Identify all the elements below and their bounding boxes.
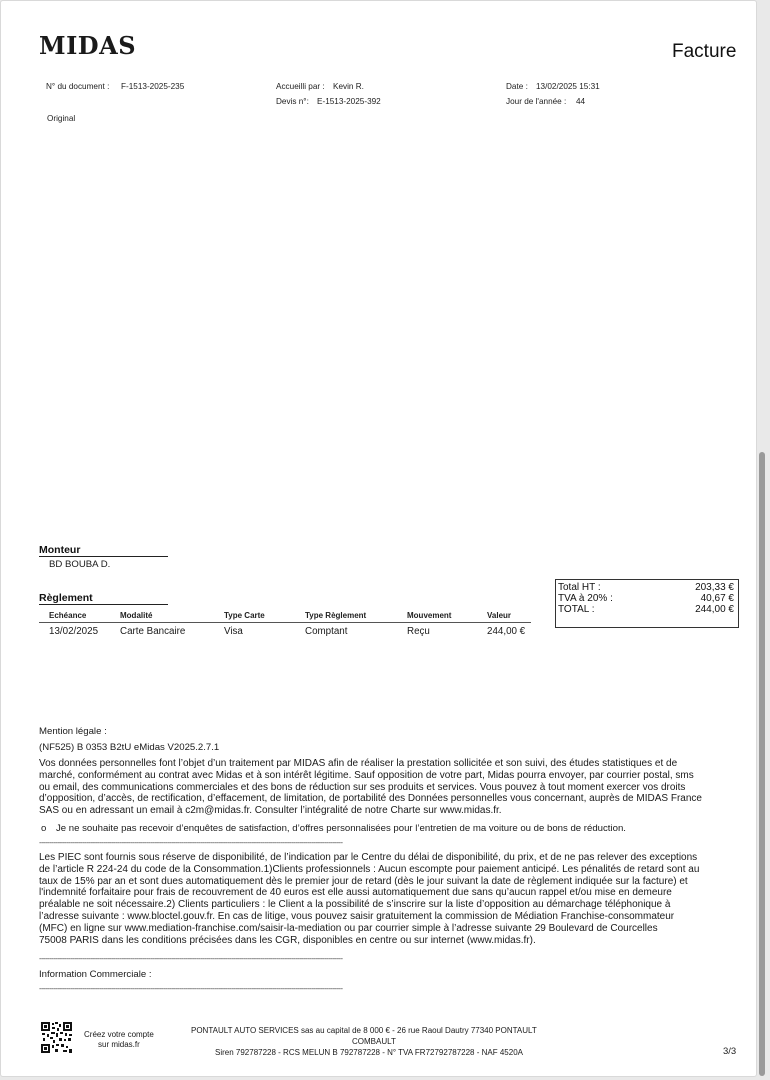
qr-caption-2: sur midas.fr: [98, 1040, 140, 1049]
document-title: Facture: [672, 41, 737, 62]
total-ttc-row: [558, 604, 734, 616]
totals-box: [555, 579, 739, 628]
reglement-header-rule: [39, 622, 531, 623]
date-value: 13/02/2025 15:31: [536, 82, 600, 91]
midas-logo: MIDAS: [39, 31, 137, 60]
vertical-scrollbar[interactable]: [759, 452, 765, 1076]
monteur-name: BD BOUBA D.: [49, 559, 111, 570]
qr-caption-1: Créez votre compte: [84, 1030, 154, 1039]
col-mouvement: Mouvement: [407, 611, 452, 620]
reglement-title: Règlement: [39, 592, 93, 604]
row-type-reglement: Comptant: [305, 626, 348, 637]
col-type-reglement: Type Règlement: [305, 611, 367, 620]
company-line-2: COMBAULT: [352, 1037, 396, 1046]
row-mouvement: Reçu: [407, 626, 430, 637]
date-label: Date :: [506, 82, 528, 91]
col-modalite: Modalité: [120, 611, 153, 620]
accueilli-value: Kevin R.: [333, 82, 364, 91]
total-ttc-label: TOTAL :: [558, 604, 595, 615]
tva-value: 40,67 €: [700, 593, 734, 604]
total-ht-value: 203,33 €: [695, 582, 734, 593]
qr-code-icon: [41, 1022, 72, 1053]
accueilli-label: Accueilli par :: [276, 82, 325, 91]
tva-label: TVA à 20% :: [558, 593, 613, 604]
monteur-title: Monteur: [39, 544, 81, 556]
mention-legale-title: Mention légale :: [39, 726, 107, 737]
col-type-carte: Type Carte: [224, 611, 265, 620]
devis-label: Devis n°:: [276, 97, 309, 106]
separator-2: ---------------------------------------------------------------------------------------------------------------------------------------------------: [39, 954, 343, 963]
jour-value: 44: [576, 97, 586, 106]
separator-3: ---------------------------------------------------------------------------------------------------------------------------------------------------: [39, 984, 343, 993]
col-echeance: Echéance: [49, 611, 87, 620]
nf525-line: (NF525) B 0353 B2tU eMidas V2025.2.7.1: [39, 742, 220, 753]
info-commerciale-title: Information Commerciale :: [39, 969, 152, 980]
doc-number-label: N° du document :: [46, 82, 110, 91]
piec-paragraph: Les PIEC sont fournis sous réserve de disponibilité, de l’indication par le Centre du délai de disponibilité, du prix, et de ne pas relever des exceptions de l’article R 224-24 du code de la Consommation.1)Clients professionnels : Aucun escompte pour paiement anticipé. Les pénalités de retard sont au taux de 15% par an et sont dues automatiquement dès le premier jour de retard (dès le jour suivant la date de règlement indiquée sur la facture) et l'indemnité forfaitaire pour frais de recouvrement de 40 euros est elle aussi automatiquement due sans qu’aucun rappel et/ou mise en demeure préalable ne soit nécessaire.2) Clients particuliers : le Client a la possibilité de s’inscrire sur la liste d’opposition au démarchage téléphonique à l’adresse suivante : www.bloctel.gouv.fr. En cas de litige, vous pouvez saisir gratuitement la commission de Médiation Franchise-consommateur (MFC) en ligne sur www.mediation-franchise.com/saisir-la-mediation ou par courrier simple à l’adresse suivante 29 Boulevard de Courcelles 75008 PARIS dans les conditions précisées dans les CGR, disponibles en centre ou sur internet (www.midas.fr).: [39, 852, 700, 946]
rgpd-paragraph: Vos données personnelles font l’objet d’un traitement par MIDAS afin de réaliser la prestation sollicitée et son suivi, des études statistiques et de marché, conformément au contrat avec Midas et à son intérêt légitime. Sauf opposition de votre part, Midas pourra envoyer, par courrier postal, sms ou email, des communications commerciales et des bons de réduction sur ses produits et services. Vous pouvez à tout moment exercer vos droits d’opposition, d’accès, de rectification, d’effacement, de limitation, de portabilité des Données personnelles vous concernant, auprès de MIDAS France SAS ou en adressant un email à c2m@midas.fr. Consulter l’intégralité de notre Charte sur www.midas.fr.: [39, 758, 702, 817]
optout-text: Je ne souhaite pas recevoir d’enquêtes de satisfaction, d’offres personnalisées pour l’entretien de ma voiture ou de bons de réduction.: [56, 823, 626, 834]
col-valeur: Valeur: [487, 611, 512, 620]
company-line-3: Siren 792787228 - RCS MELUN B 792787228 - N° TVA FR72792787228 - NAF 4520A: [215, 1048, 523, 1057]
row-modalite: Carte Bancaire: [120, 626, 186, 637]
total-ht-label: Total HT :: [558, 582, 601, 593]
separator-1: ---------------------------------------------------------------------------------------------------------------------------------------------------: [39, 838, 343, 847]
row-echeance: 13/02/2025: [49, 626, 99, 637]
original-mark: Original: [47, 114, 76, 123]
row-valeur: 244,00 €: [487, 626, 526, 637]
jour-label: Jour de l'année :: [506, 97, 567, 106]
total-ttc-value: 244,00 €: [695, 604, 734, 615]
monteur-underline: [39, 556, 168, 557]
reglement-underline: [39, 604, 168, 605]
row-type-carte: Visa: [224, 626, 243, 637]
devis-value: E-1513-2025-392: [317, 97, 381, 106]
optout-bullet: o: [41, 823, 47, 834]
company-line-1: PONTAULT AUTO SERVICES sas au capital de 8 000 € - 26 rue Raoul Dautry 77340 PONTAULT: [191, 1026, 537, 1035]
page-number: 3/3: [723, 1046, 737, 1057]
doc-number: F-1513-2025-235: [121, 82, 185, 91]
